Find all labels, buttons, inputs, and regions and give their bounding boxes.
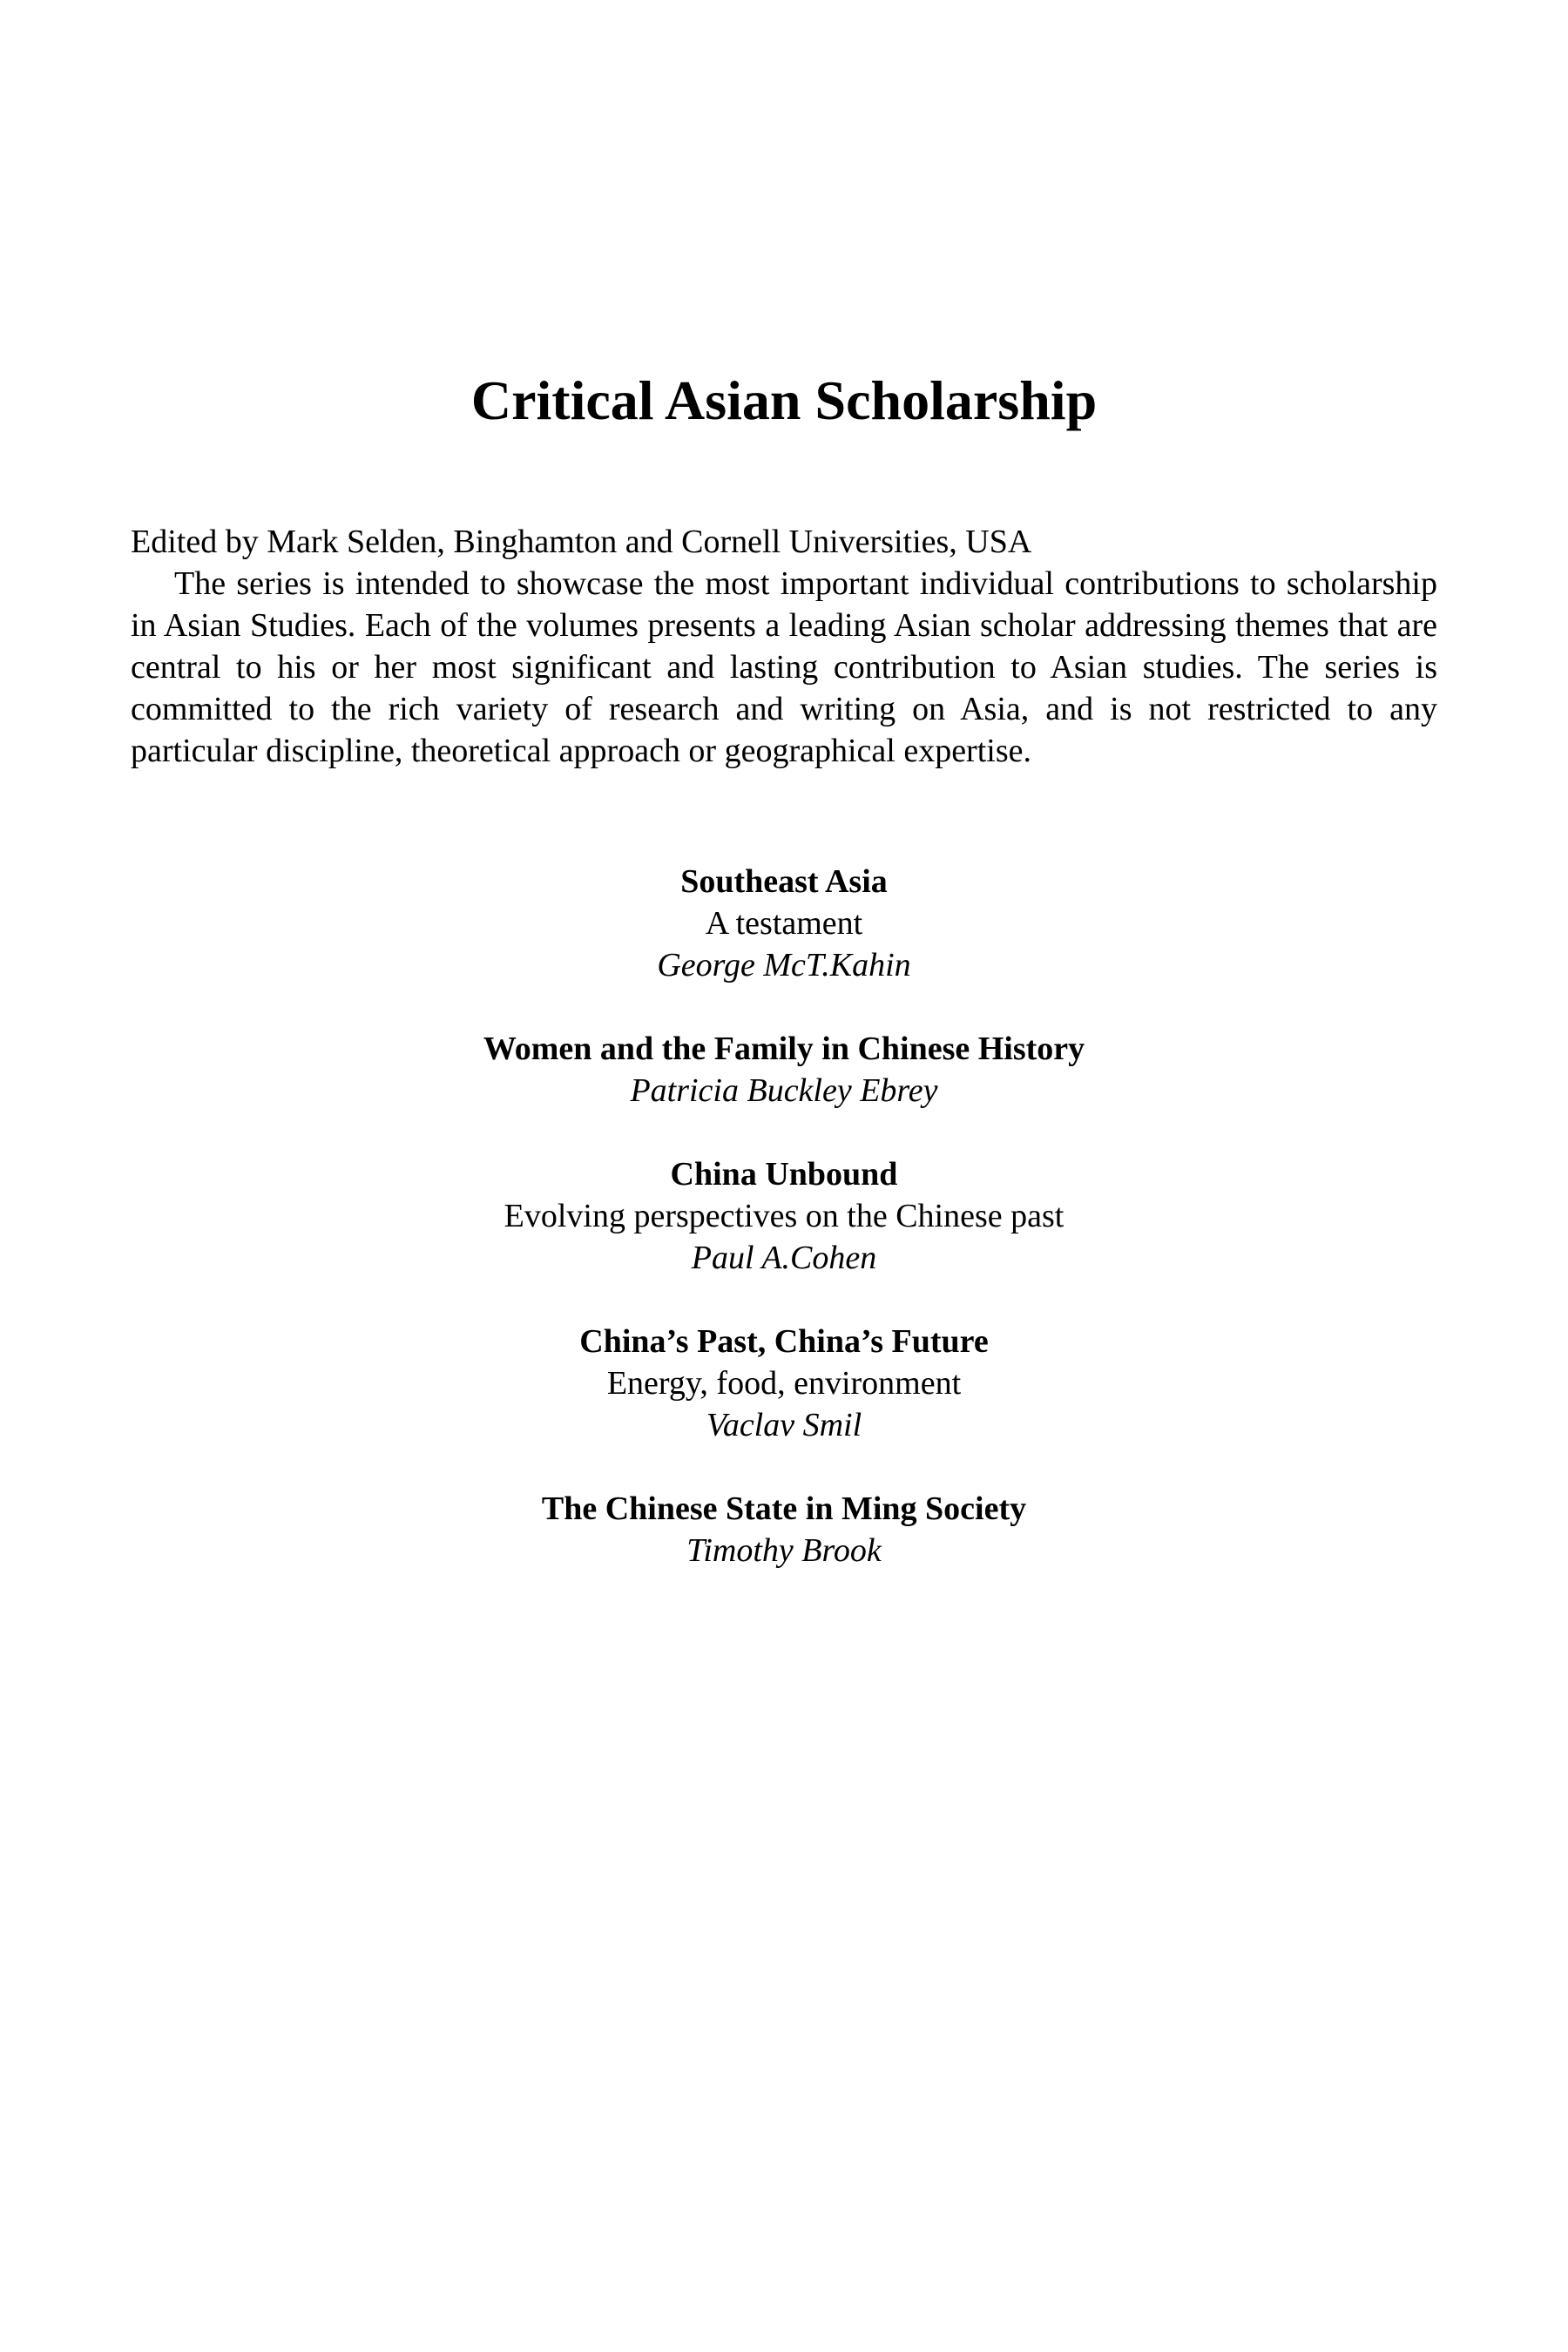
book-author: Timothy Brook	[686, 1532, 882, 1569]
book-entry	[0, 1321, 1568, 1446]
book-subtitle: Evolving perspectives on the Chinese past	[504, 1198, 1064, 1234]
book-entry	[0, 1153, 1568, 1279]
series-title: Critical Asian Scholarship	[470, 369, 1098, 431]
book-title: China Unbound	[670, 1156, 898, 1193]
book-author: Paul A.Cohen	[691, 1240, 877, 1276]
book-entry	[0, 1028, 1568, 1112]
book-author: Vaclav Smil	[706, 1407, 862, 1443]
book-list	[0, 861, 1568, 1613]
book-title: The Chinese State in Ming Society	[541, 1490, 1027, 1527]
series-description: The series is intended to showcase the most important individual contributions to scholarship in Asian Studies. Each of the volumes presents a leading Asian scholar addressing themes that are central to his or her most significant and lasting contribution to Asian studies. The series is committed to the rich variety of research and writing on Asia, and is not restricted to any particular discipline, theoretical approach or geographical expertise.	[131, 565, 1437, 769]
book-title: Women and the Family in Chinese History	[483, 1031, 1085, 1067]
book-title: Southeast Asia	[680, 863, 888, 900]
book-subtitle: A testament	[705, 905, 863, 942]
series-intro	[131, 521, 1437, 772]
book-entry	[0, 861, 1568, 986]
book-author: Patricia Buckley Ebrey	[630, 1072, 938, 1109]
book-author: George McT.Kahin	[657, 947, 911, 983]
series-editor: Edited by Mark Selden, Binghamton and Cornell Universities, USA	[131, 524, 1032, 560]
book-entry	[0, 1488, 1568, 1571]
book-title: China’s Past, China’s Future	[579, 1323, 989, 1360]
book-subtitle: Energy, food, environment	[606, 1365, 962, 1402]
